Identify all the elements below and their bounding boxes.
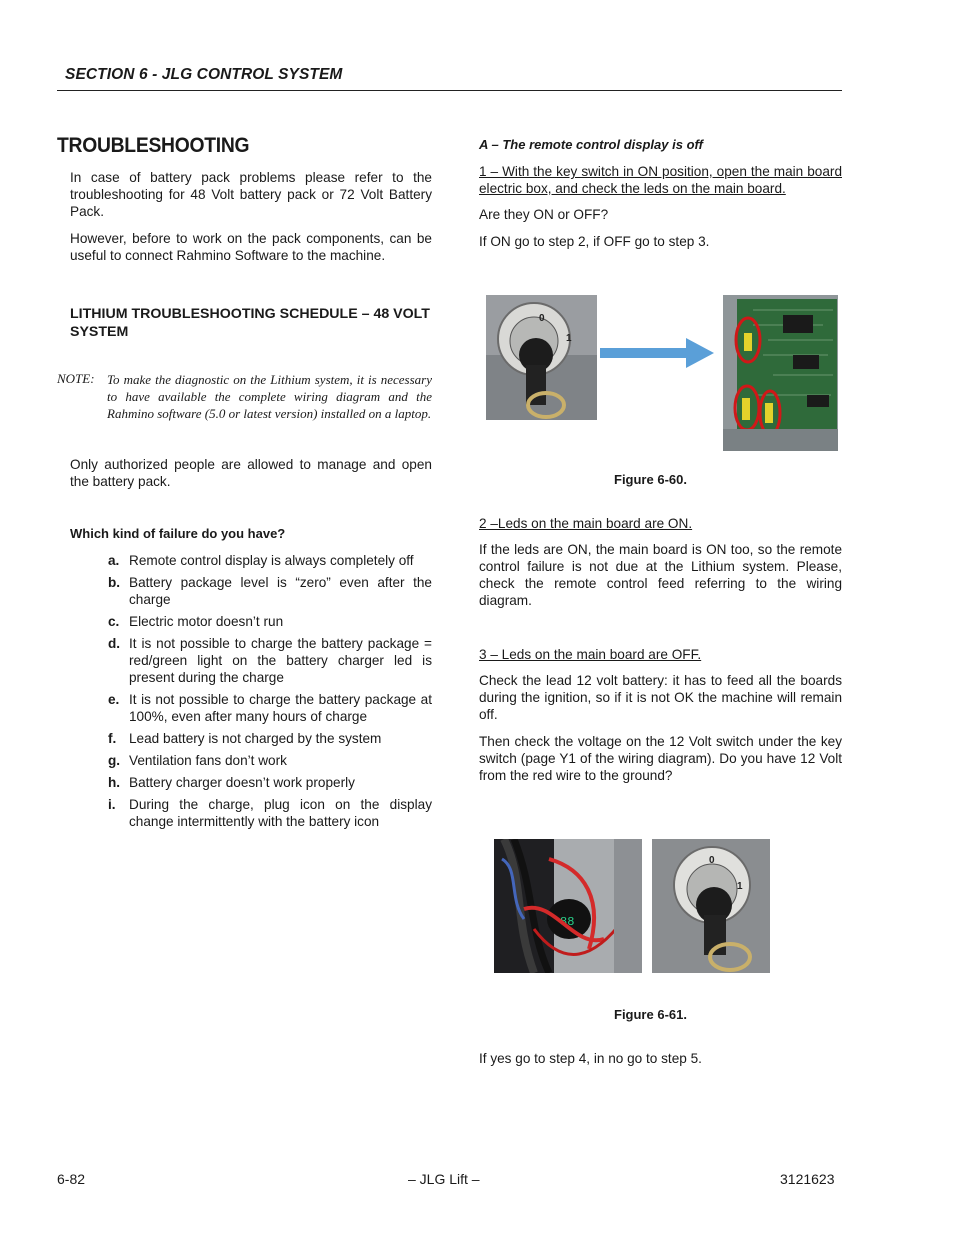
list-text: Battery charger doesn’t work properly bbox=[129, 775, 355, 790]
key-switch-photo bbox=[486, 295, 597, 420]
heading-a: A – The remote control display is off bbox=[479, 137, 703, 152]
step3-text-1: Check the lead 12 volt battery: it has to feed all the boards during the ignition, so if it is not OK the machine will remain off. bbox=[479, 673, 842, 722]
list-marker: b. bbox=[108, 575, 121, 590]
intro-paragraph-2: However, before to work on the pack components, can be useful to connect Rahmino Software to the machine. bbox=[70, 231, 432, 263]
step3-title: 3 – Leds on the main board are OFF. bbox=[479, 647, 702, 662]
intro-paragraph-1: In case of battery pack problems please refer to the troubleshooting for 48 Volt battery pack or 72 Volt Battery Pack. bbox=[70, 170, 432, 219]
list-item bbox=[108, 730, 432, 747]
svg-text:88: 88 bbox=[560, 915, 575, 929]
question-on-off: Are they ON or OFF? bbox=[479, 207, 609, 222]
list-text: Remote control display is always completely off bbox=[129, 553, 414, 568]
list-marker: d. bbox=[108, 636, 121, 651]
list-marker: h. bbox=[108, 775, 121, 790]
header-rule bbox=[57, 90, 842, 91]
svg-text:1: 1 bbox=[737, 881, 743, 892]
step2-text: If the leds are ON, the main board is ON too, so the remote control failure is not due at the Lithium system. Please, check the remote control feed referring to the wiring diagram. bbox=[479, 542, 842, 608]
list-item bbox=[108, 613, 432, 630]
final-step-text: If yes go to step 4, in no go to step 5. bbox=[479, 1051, 702, 1066]
list-item bbox=[108, 752, 432, 769]
key-switch-photo-2 bbox=[652, 839, 770, 973]
subheading: LITHIUM TROUBLESHOOTING SCHEDULE – 48 VOLT SYSTEM bbox=[70, 306, 430, 340]
svg-text:0: 0 bbox=[539, 313, 545, 324]
list-text: Ventilation fans don’t work bbox=[129, 753, 287, 768]
figure-6-61-caption: Figure 6-61. bbox=[614, 1007, 687, 1022]
list-text: It is not possible to charge the battery package at 100%, even after many hours of charge bbox=[129, 692, 432, 724]
authorized-paragraph: Only authorized people are allowed to manage and open the battery pack. bbox=[70, 457, 432, 489]
main-board-photo bbox=[723, 295, 838, 451]
list-text: Lead battery is not charged by the system bbox=[129, 731, 382, 746]
failure-question: Which kind of failure do you have? bbox=[70, 526, 286, 541]
svg-text:0: 0 bbox=[709, 855, 715, 866]
list-text: During the charge, plug icon on the display change intermittently with the battery icon bbox=[129, 797, 432, 829]
note-text: To make the diagnostic on the Lithium system, it is necessary to have available the complete wiring diagram and the Rahmino software (5.0 or latest version) installed on a laptop. bbox=[107, 372, 432, 421]
list-marker: c. bbox=[108, 614, 120, 629]
footer-center: – JLG Lift – bbox=[408, 1171, 480, 1187]
list-item bbox=[108, 774, 432, 791]
list-item bbox=[108, 691, 432, 725]
arrow-icon bbox=[598, 338, 714, 368]
wiring-voltage-photo bbox=[494, 839, 642, 973]
figure-6-60-caption: Figure 6-60. bbox=[614, 472, 687, 487]
list-item bbox=[108, 796, 432, 830]
note-label: NOTE: bbox=[57, 371, 95, 386]
step1-text: 1 – With the key switch in ON position, open the main board electric box, and check the leds on the main board. bbox=[479, 164, 842, 196]
list-marker: g. bbox=[108, 753, 121, 768]
page-number: 6-82 bbox=[57, 1171, 86, 1187]
list-item bbox=[108, 574, 432, 608]
list-item bbox=[108, 552, 432, 569]
svg-text:1: 1 bbox=[566, 333, 572, 344]
section-header: SECTION 6 - JLG CONTROL SYSTEM bbox=[65, 66, 343, 83]
failure-list bbox=[108, 552, 432, 835]
list-marker: e. bbox=[108, 692, 120, 707]
question-next-step: If ON go to step 2, if OFF go to step 3. bbox=[479, 234, 710, 249]
list-marker: f. bbox=[108, 731, 117, 746]
step2-title: 2 –Leds on the main board are ON. bbox=[479, 516, 693, 531]
document-number: 3121623 bbox=[780, 1171, 835, 1187]
list-text: It is not possible to charge the battery package = red/green light on the battery charger led is present during the charge bbox=[129, 636, 432, 685]
list-marker: a. bbox=[108, 553, 120, 568]
page-title: TROUBLESHOOTING bbox=[57, 134, 250, 157]
list-text: Electric motor doesn’t run bbox=[129, 614, 284, 629]
list-marker: i. bbox=[108, 797, 116, 812]
list-item bbox=[108, 635, 432, 686]
list-text: Battery package level is “zero” even after the charge bbox=[129, 575, 432, 607]
step3-text-2: Then check the voltage on the 12 Volt switch under the key switch (page Y1 of the wiring diagram). Do you have 12 Volt from the red wire to the ground? bbox=[479, 734, 842, 783]
